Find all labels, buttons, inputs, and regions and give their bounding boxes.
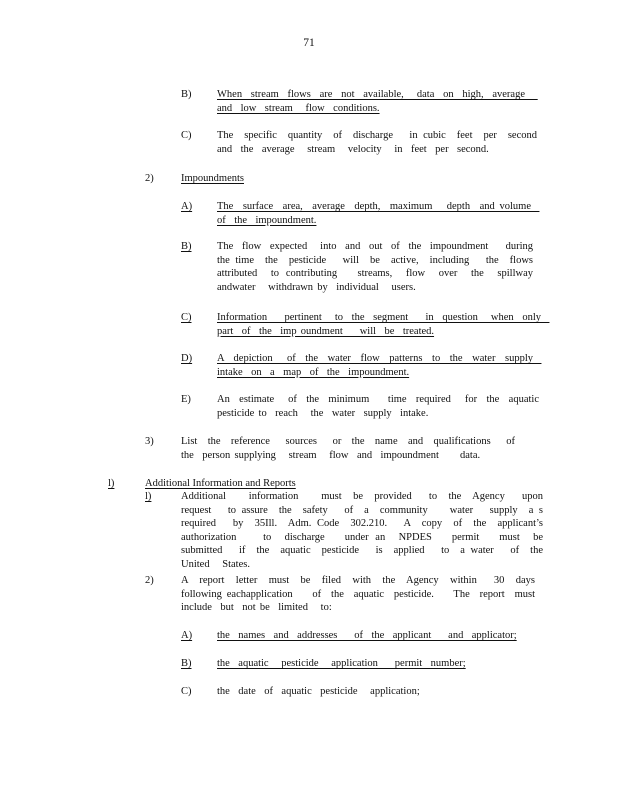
minimum-time-estimate-text: An estimate of the minimum time required for the aquatic pesticide to reach the water supply intake. (217, 394, 548, 419)
item-label: B) (181, 241, 192, 252)
impoundments-heading: Impoundments (181, 173, 244, 184)
item-label: A) (181, 630, 193, 641)
item-label: l) (145, 491, 152, 502)
pertinent-information-text: Information pertinent to the segment in question when only part of the imp oundment will be treated. (217, 312, 550, 337)
item-label: D) (181, 353, 193, 364)
permit-number-text: the aquatic pesticide application permit number; (217, 658, 466, 669)
item-label: C) (181, 130, 192, 141)
item-label: 3) (145, 436, 154, 447)
item-label: C) (181, 686, 192, 697)
application-date-text: the date of aquatic pesticide application; (217, 686, 420, 697)
item-label: 2) (145, 575, 154, 586)
item-label: B) (181, 658, 192, 669)
section-label: l) (108, 478, 115, 489)
flow-expected-text: The flow expected into and out of the impoundment during the time the pesticide will be active, including the flows attributed to contributing streams, flow over the spillway andwater withdrawn by individual users. (217, 241, 542, 293)
report-letter-text: A report letter must be filed with the Agency within 30 days following eachapplication of the aquatic pesticide. The report must include but not be limited to: (181, 575, 544, 614)
item-label: 2) (145, 173, 154, 184)
additional-information-heading: Additional Information and Reports (145, 478, 296, 489)
page-number: 71 (303, 37, 315, 49)
discharge-velocity-text: The specific quantity of discharge in cubic feet per second and the average stream velocity in feet per second. (217, 130, 546, 155)
item-label: A) (181, 201, 193, 212)
flow-pattern-depiction-text: A depiction of the water flow patterns to the water supply intake on a map of the impoundment. (217, 353, 542, 378)
item-label: B) (181, 89, 192, 100)
community-water-supply-text: Additional information must be provided to the Agency upon request to assure the safety of a community water supply a s required by 35Ill. Adm. Code 302.210. A copy of the applicant’s authorization to discharge under an NPDES permit must be submitted if the aquatic pesticide is applied to a water of the United States. (181, 491, 556, 570)
item-label: E) (181, 394, 191, 405)
stream-flow-conditions-text: When stream flows are not available, data on high, average and low stream flow conditions. (217, 89, 538, 114)
names-addresses-text: the names and addresses of the applicant and applicator; (217, 630, 517, 641)
reference-sources-text: List the reference sources or the name and qualifications of the person supplying stream flow and impoundment data. (181, 436, 524, 461)
item-label: C) (181, 312, 192, 323)
surface-area-text: The surface area, average depth, maximum depth and volume of the impoundment. (217, 201, 540, 226)
